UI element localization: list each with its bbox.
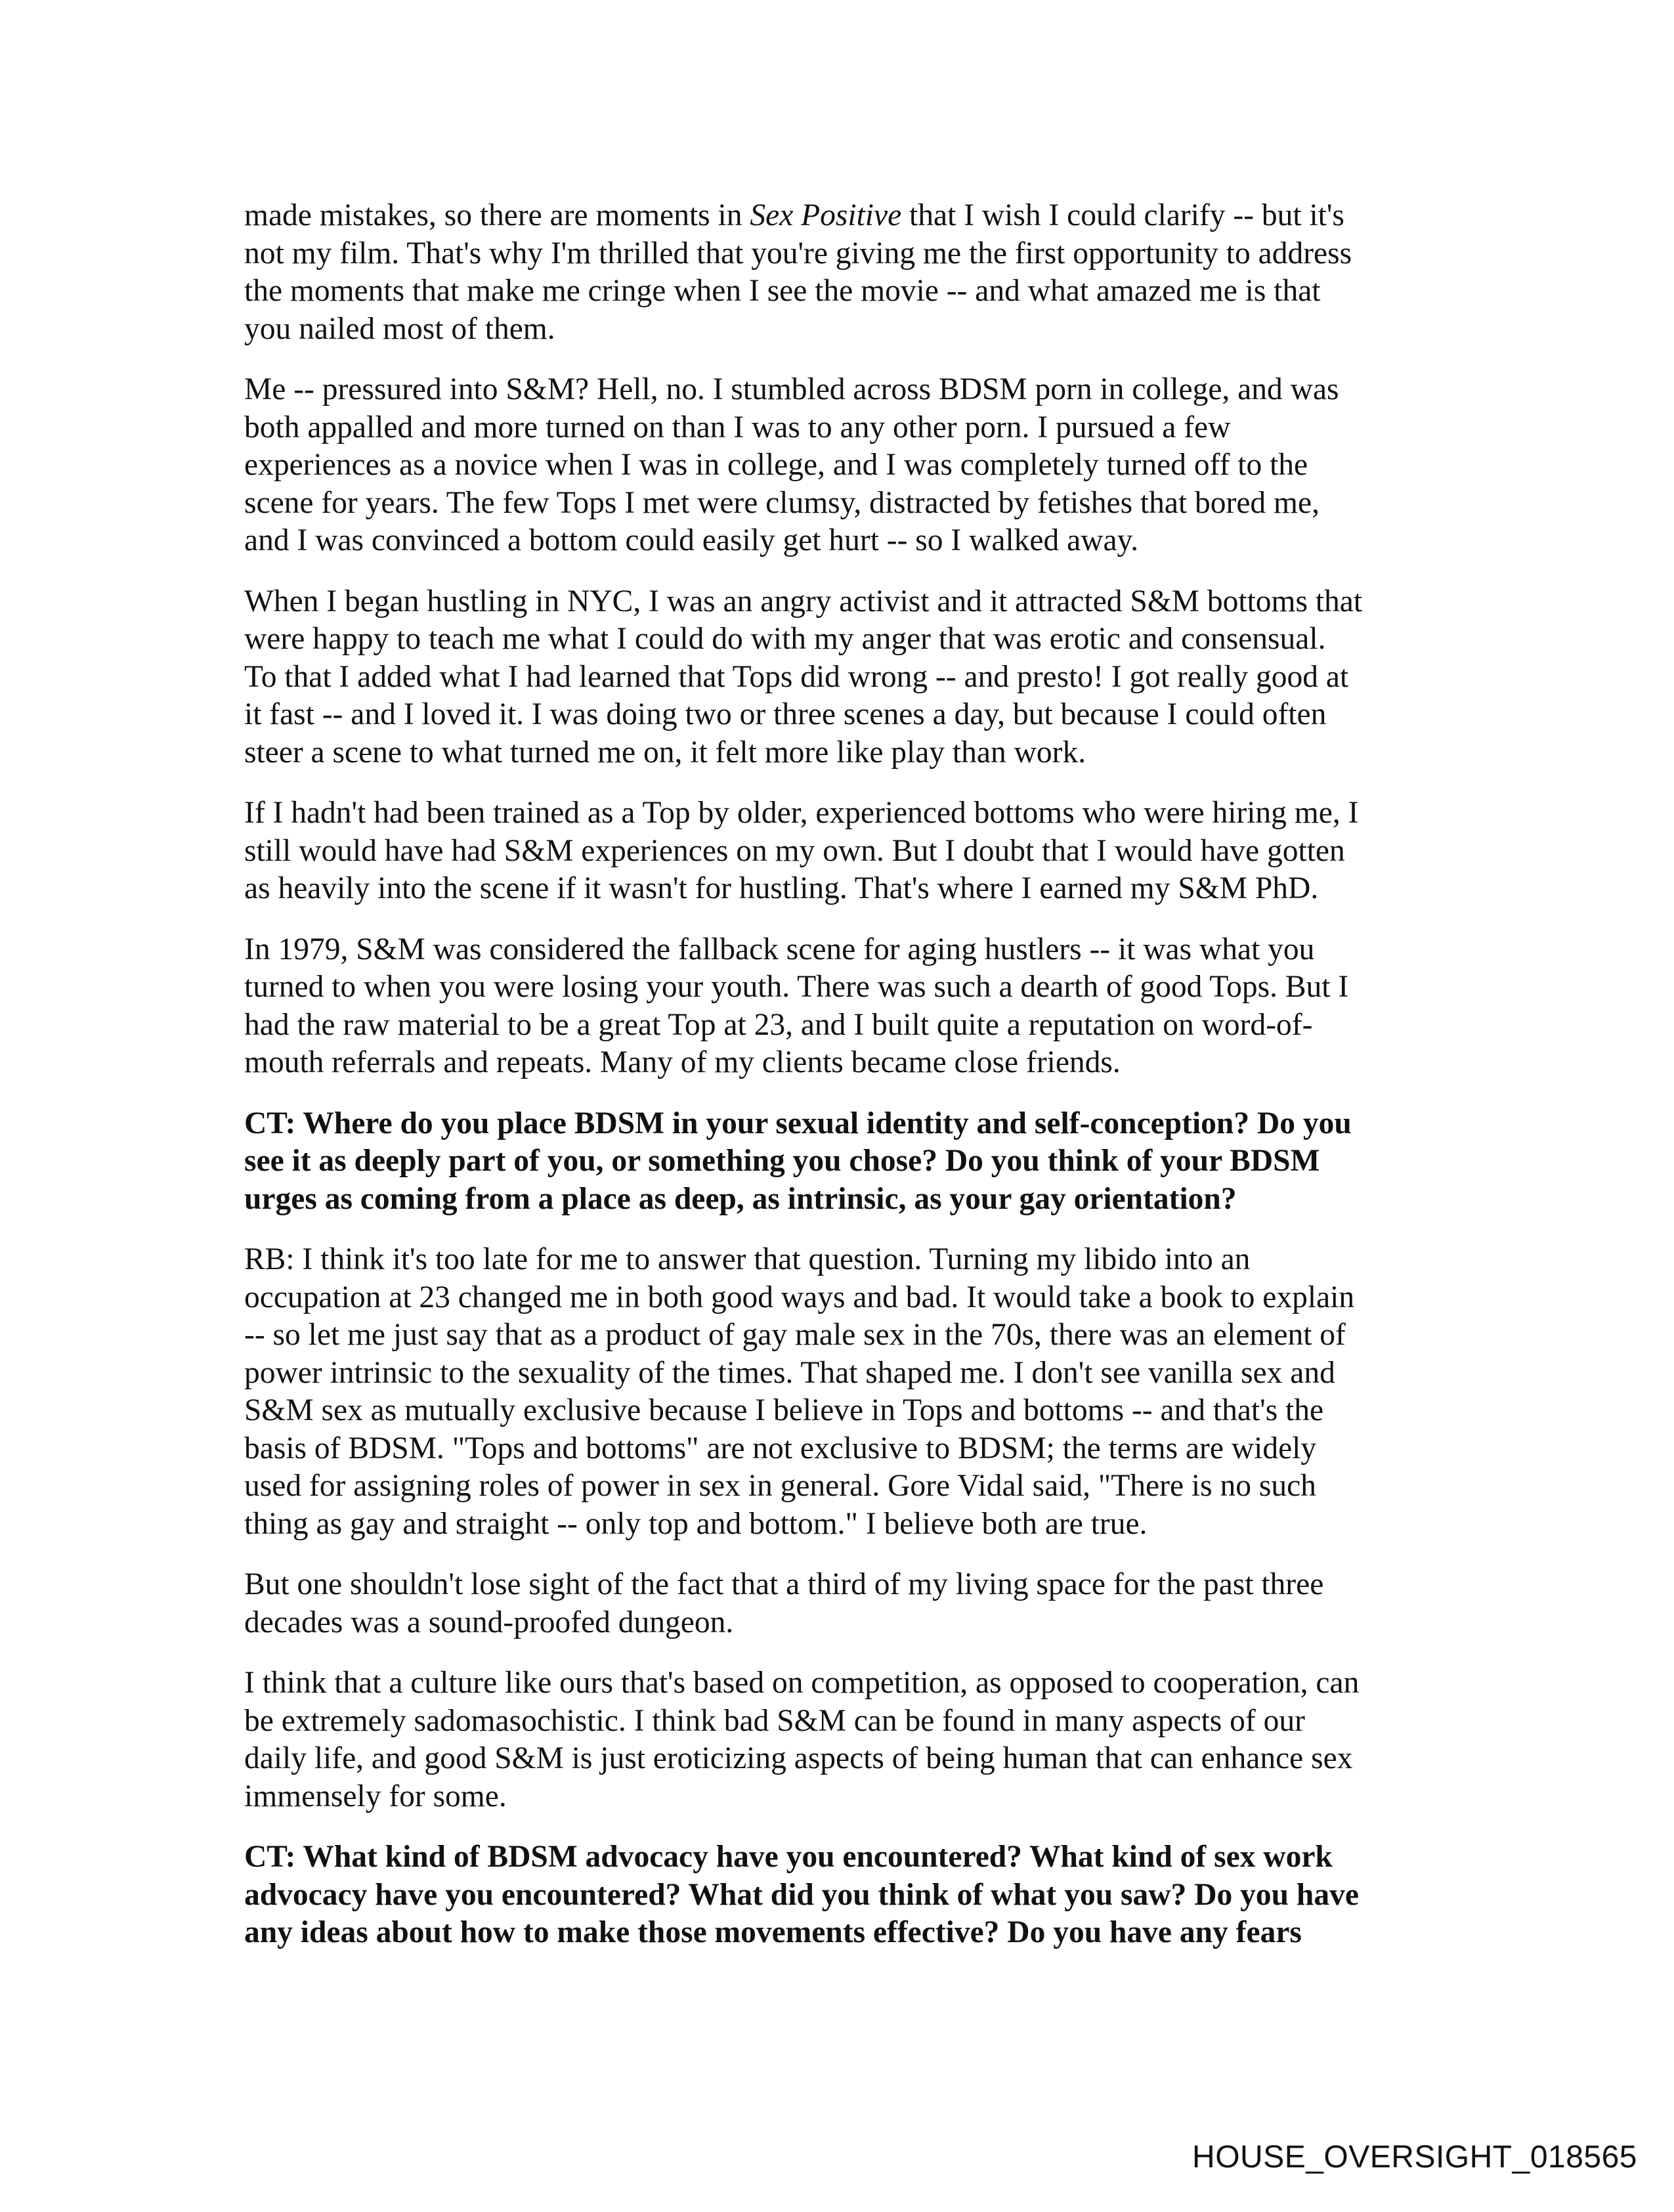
text-line: it fast -- and I loved it. I was doing two or three scenes a day, but because I could often xyxy=(244,697,1327,731)
text-line: had the raw material to be a great Top at 23, and I built quite a reputation on word-of- xyxy=(244,1007,1313,1042)
text-line: made mistakes, so there are moments in Sex Positive that I wish I could clarify -- but it's xyxy=(244,198,1344,232)
text-line: CT: Where do you place BDSM in your sexual identity and self-conception? Do you xyxy=(244,1106,1352,1140)
text-line: When I began hustling in NYC, I was an angry activist and it attracted S&M bottoms that xyxy=(244,584,1363,618)
interview-answer xyxy=(244,583,1419,772)
interview-question xyxy=(244,1838,1419,1952)
text-line: Me -- pressured into S&M? Hell, no. I stumbled across BDSM porn in college, and was xyxy=(244,372,1339,406)
text-line: as heavily into the scene if it wasn't for hustling. That's where I earned my S&M PhD. xyxy=(244,871,1319,905)
text-line: mouth referrals and repeats. Many of my clients became close friends. xyxy=(244,1045,1121,1079)
text-line: advocacy have you encountered? What did you think of what you saw? Do you have xyxy=(244,1877,1359,1912)
text-line: In 1979, S&M was considered the fallback scene for aging hustlers -- it was what you xyxy=(244,932,1315,966)
text-line: be extremely sadomasochistic. I think bad S&M can be found in many aspects of our xyxy=(244,1703,1305,1738)
text-line: scene for years. The few Tops I met were clumsy, distracted by fetishes that bored me, xyxy=(244,485,1320,520)
text-line: To that I added what I had learned that Tops did wrong -- and presto! I got really good at xyxy=(244,659,1349,694)
bates-number: HOUSE_OVERSIGHT_018565 xyxy=(1192,2140,1637,2175)
interview-answer xyxy=(244,1664,1419,1815)
text-line: experiences as a novice when I was in college, and I was completely turned off to the xyxy=(244,448,1308,482)
text-line: occupation at 23 changed me in both good ways and bad. It would take a book to explain xyxy=(244,1280,1355,1314)
text-line: daily life, and good S&M is just eroticizing aspects of being human that can enhance sex xyxy=(244,1741,1353,1775)
text-line: But one shouldn't lose sight of the fact that a third of my living space for the past three xyxy=(244,1567,1324,1601)
text-line: you nailed most of them. xyxy=(244,311,555,346)
text-line: both appalled and more turned on than I was to any other porn. I pursued a few xyxy=(244,410,1231,445)
text-line: immensely for some. xyxy=(244,1779,507,1813)
text-line: not my film. That's why I'm thrilled that you're giving me the first opportunity to address xyxy=(244,236,1352,271)
interview-answer xyxy=(244,1241,1419,1543)
text-line: steer a scene to what turned me on, it felt more like play than work. xyxy=(244,735,1086,770)
text-line: decades was a sound-proofed dungeon. xyxy=(244,1605,734,1639)
text-line: thing as gay and straight -- only top and bottom." I believe both are true. xyxy=(244,1506,1148,1541)
text-line: basis of BDSM. "Tops and bottoms" are not exclusive to BDSM; the terms are widely xyxy=(244,1431,1317,1465)
interview-question xyxy=(244,1105,1419,1219)
text-line: were happy to teach me what I could do with my anger that was erotic and consensual. xyxy=(244,622,1326,656)
text-line: used for assigning roles of power in sex in general. Gore Vidal said, "There is no such xyxy=(244,1469,1316,1503)
interview-answer xyxy=(244,794,1419,908)
film-title: Sex Positive xyxy=(750,198,902,232)
text-line: If I hadn't had been trained as a Top by older, experienced bottoms who were hiring me, I xyxy=(244,796,1359,830)
text-line: turned to when you were losing your youth. There was such a dearth of good Tops. But I xyxy=(244,970,1349,1004)
text-line: and I was convinced a bottom could easily get hurt -- so I walked away. xyxy=(244,523,1139,557)
interview-answer xyxy=(244,1566,1419,1641)
text-line: RB: I think it's too late for me to answer that question. Turning my libido into an xyxy=(244,1242,1251,1276)
text-line: CT: What kind of BDSM advocacy have you encountered? What kind of sex work xyxy=(244,1840,1333,1874)
text-line: I think that a culture like ours that's based on competition, as opposed to cooperation, can xyxy=(244,1666,1360,1700)
text-line: urges as coming from a place as deep, as intrinsic, as your gay orientation? xyxy=(244,1181,1237,1216)
text-line: the moments that make me cringe when I see the movie -- and what amazed me is that xyxy=(244,274,1321,308)
text-line: still would have had S&M experiences on my own. But I doubt that I would have gotten xyxy=(244,833,1345,868)
text-line: S&M sex as mutually exclusive because I believe in Tops and bottoms -- and that's the xyxy=(244,1393,1324,1427)
interview-answer xyxy=(244,371,1419,560)
document-body xyxy=(244,197,1419,1975)
interview-answer xyxy=(244,197,1419,348)
text-line: -- so let me just say that as a product of gay male sex in the 70s, there was an element of xyxy=(244,1318,1346,1352)
interview-answer xyxy=(244,931,1419,1082)
text-line: see it as deeply part of you, or something you chose? Do you think of your BDSM xyxy=(244,1144,1320,1178)
text-line: power intrinsic to the sexuality of the times. That shaped me. I don't see vanilla sex and xyxy=(244,1355,1335,1390)
text-line: any ideas about how to make those movements effective? Do you have any fears xyxy=(244,1915,1302,1949)
